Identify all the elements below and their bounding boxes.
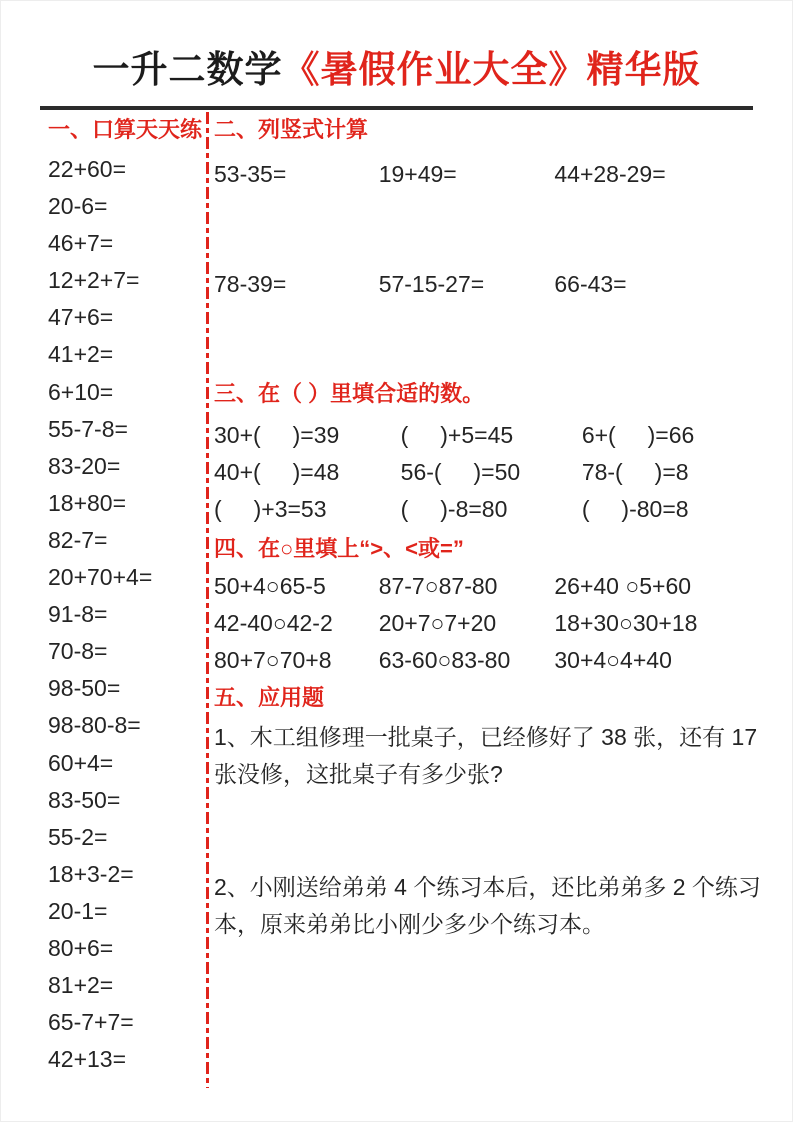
fill-blank-problem: 30+( )=39 bbox=[214, 422, 340, 448]
compare-problem: 50+4○65-5 bbox=[214, 573, 326, 599]
fill-blank-row bbox=[214, 454, 763, 491]
vertical-calc-problem: 78-39= bbox=[214, 271, 287, 297]
oral-problem: 80+6= bbox=[48, 934, 114, 961]
oral-problem: 82-7= bbox=[48, 526, 108, 553]
fill-blank-problem: 6+( )=66 bbox=[581, 422, 695, 448]
oral-problem: 42+13= bbox=[48, 1046, 127, 1073]
compare-problem: 63-60○83-80 bbox=[378, 647, 511, 673]
oral-problem: 65-7+7= bbox=[48, 1009, 134, 1036]
oral-problem: 12+2+7= bbox=[48, 267, 140, 294]
oral-problem: 41+2= bbox=[48, 341, 114, 368]
oral-problem: 18+80= bbox=[48, 489, 127, 516]
fill-blank-row bbox=[214, 417, 763, 454]
compare-problem: 87-7○87-80 bbox=[378, 573, 498, 599]
oral-problem: 98-50= bbox=[48, 675, 121, 702]
vertical-calc-problem: 57-15-27= bbox=[378, 271, 485, 297]
oral-problem: 22+60= bbox=[48, 156, 127, 182]
oral-problem: 98-80-8= bbox=[48, 712, 141, 739]
vertical-calc-problem: 66-43= bbox=[554, 271, 627, 297]
vertical-calc-problem: 53-35= bbox=[214, 161, 287, 187]
compare-row bbox=[214, 642, 763, 679]
fill-blank-problem: ( )-8=80 bbox=[400, 496, 508, 522]
compare-row bbox=[214, 605, 763, 642]
section-4-header: 四、在○里填上“>、<或=” bbox=[214, 536, 464, 561]
page-title bbox=[0, 46, 793, 94]
oral-problem: 20-6= bbox=[48, 193, 108, 220]
compare-problem: 30+4○4+40 bbox=[554, 647, 672, 673]
vertical-calc-problem: 19+49= bbox=[378, 161, 457, 187]
section-2-header: 二、列竖式计算 bbox=[214, 117, 369, 142]
right-column bbox=[214, 117, 763, 943]
fill-blank-problem: ( )+3=53 bbox=[214, 496, 327, 522]
oral-problem: 55-2= bbox=[48, 823, 108, 850]
word-problem-1: 1、木工组修理一批桌子，已经修好了 38 张，还有 17 张没修，这批桌子有多少张? bbox=[214, 724, 758, 787]
compare-problem: 18+30○30+18 bbox=[554, 610, 698, 636]
vertical-calc-row bbox=[214, 159, 763, 189]
compare-problem: 42-40○42-2 bbox=[214, 610, 333, 636]
compare-row bbox=[214, 568, 763, 605]
fill-blank-row bbox=[214, 491, 763, 528]
fill-blank-problem: 56-( )=50 bbox=[400, 459, 521, 485]
oral-problem-list bbox=[48, 151, 200, 1078]
oral-problem: 47+6= bbox=[48, 304, 114, 331]
vertical-calc-row bbox=[214, 269, 763, 299]
title-book-text: 《暑假作业大全》精华版 bbox=[282, 49, 701, 90]
fill-blank-problem: 78-( )=8 bbox=[581, 459, 689, 485]
oral-problem: 46+7= bbox=[48, 230, 114, 257]
oral-problem: 18+3-2= bbox=[48, 860, 134, 887]
title-grade-text: 一升二数学 bbox=[92, 49, 283, 90]
fill-blank-problem: ( )+5=45 bbox=[400, 422, 514, 448]
title-divider-line bbox=[40, 106, 753, 110]
vertical-calc-problem: 44+28-29= bbox=[554, 161, 666, 187]
oral-problem: 81+2= bbox=[48, 972, 114, 999]
oral-calculation-section bbox=[48, 117, 203, 1078]
compare-problem: 20+7○7+20 bbox=[378, 610, 497, 636]
fill-blank-problem: ( )-80=8 bbox=[581, 496, 689, 522]
oral-problem: 83-20= bbox=[48, 452, 121, 479]
oral-problem: 6+10= bbox=[48, 378, 114, 405]
oral-problem: 70-8= bbox=[48, 638, 108, 665]
section-3-header: 三、在（ ）里填合适的数。 bbox=[214, 381, 485, 406]
oral-problem: 83-50= bbox=[48, 786, 121, 813]
section-1-header: 一、口算天天练 bbox=[48, 117, 203, 142]
column-divider-dashed-line bbox=[206, 112, 209, 1088]
compare-problem: 26+40 ○5+60 bbox=[554, 573, 692, 599]
word-problem-2: 2、小刚送给弟弟 4 个练习本后，还比弟弟多 2 个练习本，原来弟弟比小刚少多少个练习本。 bbox=[214, 874, 761, 937]
compare-problem: 80+7○70+8 bbox=[214, 647, 332, 673]
oral-problem: 20-1= bbox=[48, 897, 108, 924]
fill-blank-problem: 40+( )=48 bbox=[214, 459, 340, 485]
oral-problem: 55-7-8= bbox=[48, 415, 128, 442]
section-5-header: 五、应用题 bbox=[214, 685, 325, 710]
oral-problem: 60+4= bbox=[48, 749, 114, 776]
oral-problem: 91-8= bbox=[48, 601, 108, 628]
oral-problem: 20+70+4= bbox=[48, 564, 153, 591]
